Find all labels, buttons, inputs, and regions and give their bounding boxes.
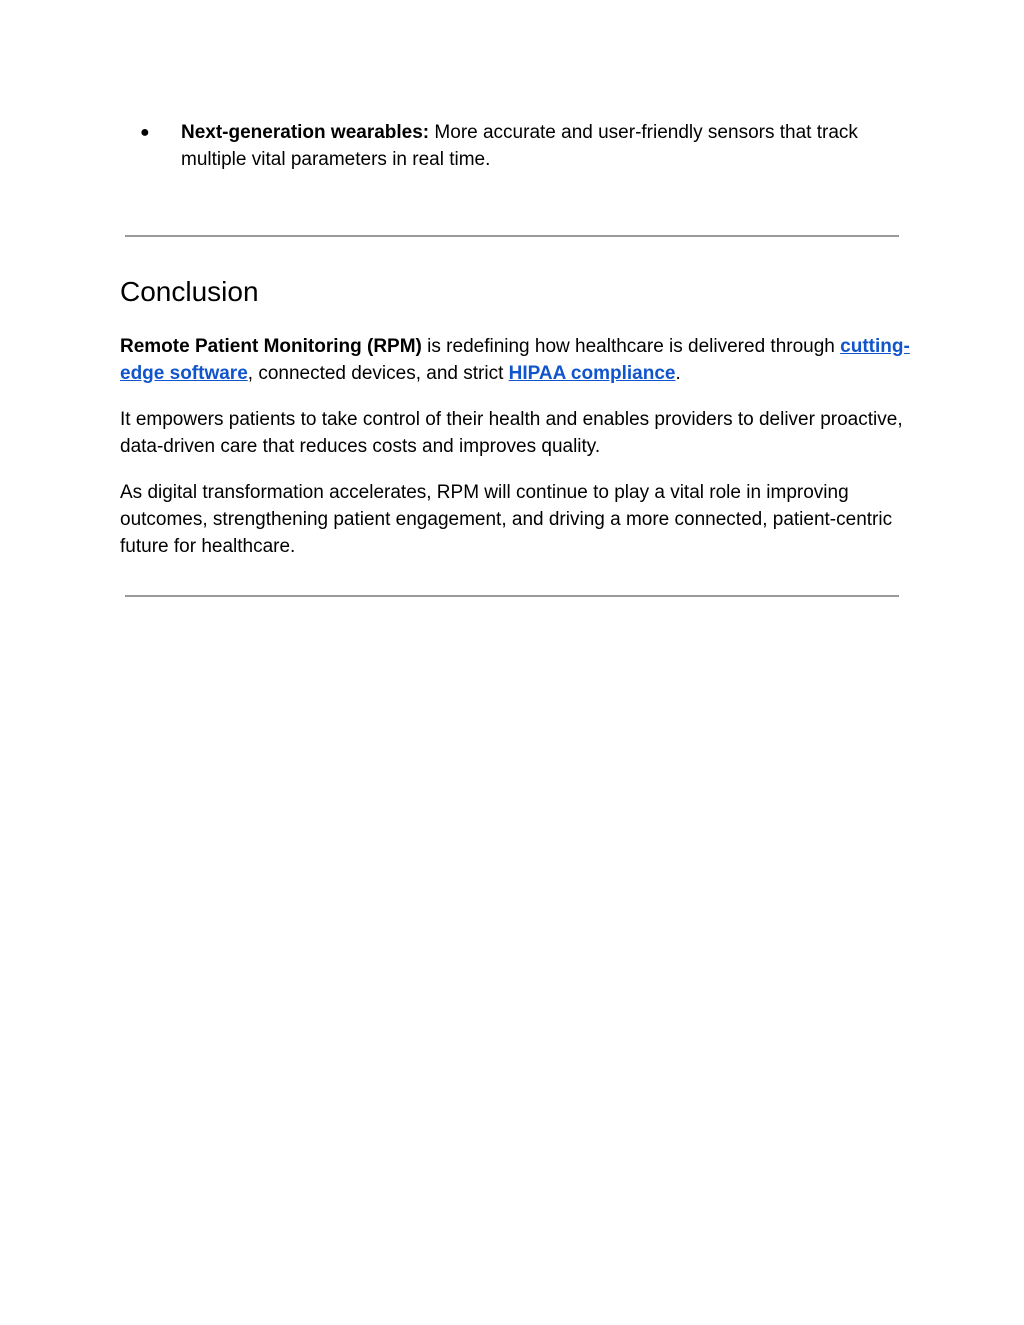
hipaa-compliance-link[interactable]: HIPAA compliance — [508, 363, 676, 384]
cutting-edge-software-link[interactable]: cutting-edge software — [120, 336, 910, 384]
conclusion-paragraph-3: As digital transformation accelerates, RPM will continue to play a vital role in improving outcomes, strengthening patient engagement, and driving a more connected, patient-centric future for healthcare. — [120, 482, 893, 557]
horizontal-divider — [125, 595, 899, 597]
rpm-bold-lead: Remote Patient Monitoring (RPM) — [120, 336, 422, 357]
bullet-item-wearables — [140, 119, 910, 173]
paragraph-text: , connected devices, and strict — [247, 363, 509, 384]
bullet-marker: ● — [140, 124, 150, 141]
bullet-text — [181, 119, 910, 173]
bullet-term: Next-generation wearables: — [181, 122, 430, 143]
paragraph-text: is redefining how healthcare is delivered through — [421, 336, 841, 357]
horizontal-divider — [125, 235, 899, 237]
conclusion-paragraph-1 — [120, 333, 910, 387]
section-heading-conclusion: Conclusion — [120, 276, 259, 307]
paragraph-text: . — [675, 363, 681, 384]
bullet-description: More accurate and user-friendly sensors that track multiple vital parameters in real time. — [181, 122, 858, 170]
conclusion-paragraph-2: It empowers patients to take control of their health and enables providers to deliver proactive, data-driven care that reduces costs and improves quality. — [120, 409, 903, 457]
